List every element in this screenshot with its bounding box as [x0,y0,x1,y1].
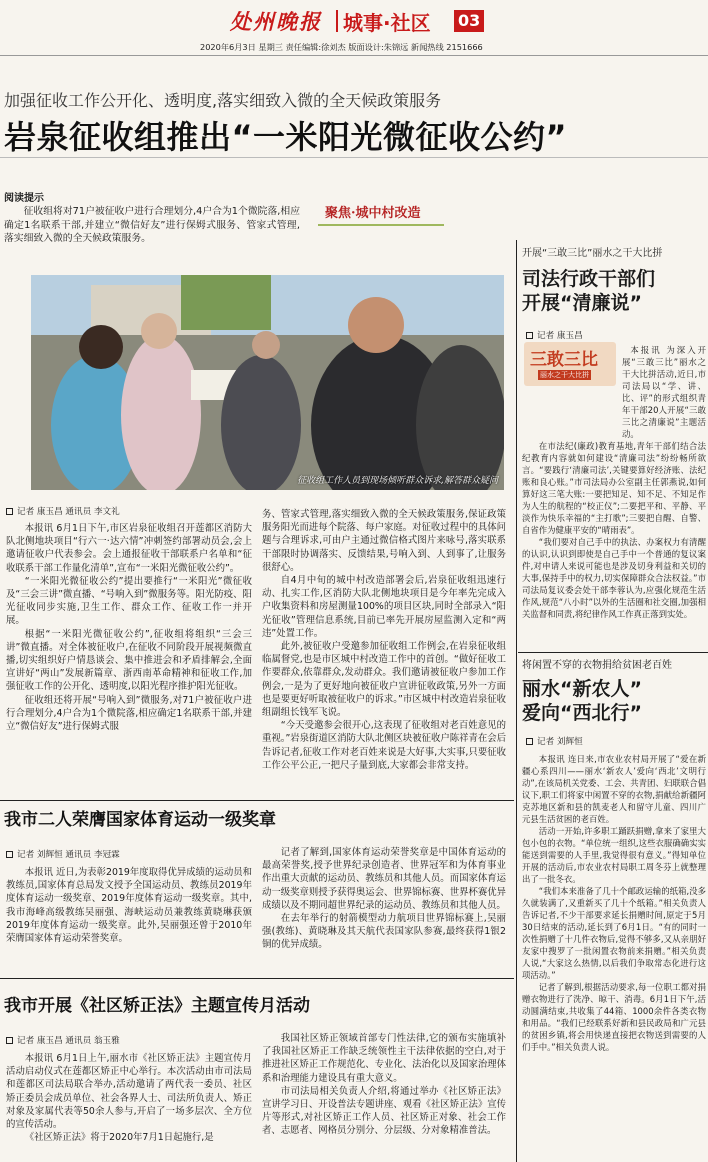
sidebar-top-title1: 司法行政干部们 [522,268,656,290]
masthead-divider [336,10,338,32]
sidebar-bottom-p1: 本报讯 连日来,市农业农村局开展了“爱在新疆心系四川——丽水‘新农人’爱向‘西北’文明行动”,在该局机关党委、工会、共青团、妇联联合倡议下,职工们将家中闲置不穿的衣物,捐献给新疆阿克苏地区新和县的凯麦老人和留守儿童、四川广元县生活贫困的老百姓。 [522,754,706,824]
lead-col1 [6,522,252,733]
lead-photo [31,275,504,490]
sidebar-bottom-p3: “我们本来准备了几十个邮政运输的纸箱,没多久就装满了,又重新买了几十个纸箱。”相关负责人告诉记者,不少干部要求延长捐赠时间,原定于5月30日结束的活动,延长到了6月1日。“有的同时一次性捐赠了十几件衣物后,觉得不够多,又从亲朋好友家中搜罗了一批闲置衣物前来捐赠。”相关负责人说,“大家这么热情,以后我们争取常态化进行这项活动。” [522,886,706,980]
story3-col1-p1: 本报讯 6月1日上午,丽水市《社区矫正法》主题宣传月活动启动仪式在莲都区矫正中心举行。本次活动由市司法局和莲都区司法局联合举办,活动邀请了两代表一委员、社区矫正委员会成员单位、社会各界人士、司法所负责人、矫正对象及家属代表等50余人参与,开启了一场多层次、全方位的宣传活动。 [6,1053,252,1131]
sidebar-top-p3: “我们要对自己手中的执法、办案权力有清醒的认识,认识到即使是自己手中一个普通的复议案件,对申请人来说可能也是涉及切身利益和关切的大事,保持手中的权力,切实保障群众合法权益。”市司法局复议委会处干部李蓉认为,应强化规范生活作风,规范“八小时”以外的生活圈和社交圈,加强相关监督和同责,将纪律作风工作真正落到实处。 [522,537,706,619]
sidebar-top-body [522,344,706,620]
summary-text: 征收组将对71户被征收户进行合理划分,4户合为1个微院落,相应确定1名联系干部,并建立“微信好友”进行保姆式服务、管家式管理,落实细致入微的全天候政策服务。 [4,206,300,245]
photo-caption: 征收组工作人员到现场倾听群众诉求,解答群众疑问 [297,476,498,486]
story2-col1 [6,866,252,945]
sidebar-bottom [522,656,706,1053]
story2-byline-text: 记者 刘辉恒 通讯员 李冠霖 [17,850,120,860]
sidebar-bottom-byline-text: 记者 刘辉恒 [537,737,583,747]
sidebar-bottom-byline [522,735,706,747]
sidebar-bottom-title2: 爱向“西北行” [522,702,642,724]
lead-col2-p4: “今天受邀参会很开心,这表现了征收组对老百姓意见的重视。”岩泉街道区消防大队北侧区块被征收户陈祥青在会后告诉记者,征收工作对老百姓来说是大好事,大实事,只要征收工作公平公正,一把尺子量到底,大家都会非常支持。 [262,720,506,771]
story3-col1 [6,1052,252,1144]
lead-title: 岩泉征收组推出“一米阳光微征收公约” [4,118,568,156]
sidebar-top-kicker: 开展“三敢三比”丽水之干大比拼 [522,248,663,259]
story3-rule [0,978,514,979]
logo-text: 三敢三比 [530,350,598,370]
masthead-section: 城事·社区 [343,11,431,35]
summary-label: 阅读提示 [4,193,44,204]
sidebar-bottom-title1: 丽水“新农人” [522,678,642,700]
sidebar-bottom-p2: 活动一开始,许多职工踊跃捐赠,拿来了家里大包小包的衣物。“单位统一组织,这些衣服确确实实能送到需要的人手里,我觉得很有意义。”得知单位开展的活动后,市农业农村局职工周冬芬上就整理出了一批冬衣。 [522,826,706,884]
story3-col1-p2: 《社区矫正法》将于2020年7月1日起施行,是 [24,1132,214,1144]
sidebar-top-p1: 本报讯 为深入开展“三敢三比”丽水之干大比拼活动,近日,市司法局以“学、讲、比、评”的形式组织青年干部20人开展“三敢三比之清廉说”主题活动。 [622,345,706,439]
logo-sub: 丽水之干大比拼 [540,371,589,379]
lead-col1-p1: 本报讯 6月1日下午,市区岩泉征收组召开莲都区消防大队北侧地块项目“行六一·达六情”冲刺签约部署动员会,会上邀请征收户代表参会。会上通报征收干部联系户名单和“征收联系干部工作量化清单”,宣布“一米阳光微征收公约”。 [6,523,252,574]
story2-rule [0,800,514,801]
lead-subtitle: 加强征收工作公开化、透明度,落实细致入微的全天候政策服务 [4,91,442,110]
sidebar-top-title2: 开展“清廉说” [522,292,642,314]
headline-rule [0,157,708,158]
masthead-logo: 处州晚报 [230,9,322,34]
lead-col2-p1: 务、管家式管理,落实细致入微的全天候政策服务,保证政策服务阳光而进每个院落、每户家庭。对征收过程中的具体问题与合理诉求,可由户主通过微信格式图片来咏号,落实联系干部限时协调落实、反馈结果,号响入到、人到事了,让服务很舒心。 [262,509,506,573]
page-number-badge: 03 [454,10,484,32]
story2-col1-p1: 本报讯 近日,为表彰2019年度取得优异成绩的运动员和教练员,国家体育总局发文授予全国运动员、教练员2019年度体育运动一级奖章、2019年度体育运动一级奖章。其中,我市海峰高级教练吴丽强、海峡运动员兼教练黄晓琳获颁2019年度体育运动一级奖章。此外,吴丽强还曾于2010年荣膺国家体育运动荣誉奖章。 [6,867,252,945]
lead-byline [6,505,120,517]
sidebar-bottom-kicker: 将闲置不穿的衣物捐给贫困老百姓 [522,660,672,671]
story3-col2-p1: 我国社区矫正领域首部专门性法律,它的颁布实施填补了我国社区矫正工作缺乏统领性主干法律依据的空白,对于推进社区矫正工作规范化、专业化、法治化以及国家治理体系和治理能力建设具有重大意义。 [262,1033,506,1084]
lead-byline-text: 记者 康玉昌 通讯员 李文礼 [17,507,120,517]
sidebar-bottom-p4: 记者了解到,根据活动要求,每一位职工都对捐赠衣物进行了洗净、晾干、消毒。6月1日下午,活动圆满结束,共收集了44箱、1000余件各类衣物和用品。“我们已经联系好新和县民政局和广元县的贫困乡镇,将会用快递直接把衣物送到需要的人们手中。”相关负责人说。 [522,982,706,1052]
focus-ornament [318,224,444,226]
story3-col2 [262,1032,506,1138]
sidebar-bottom-body [522,753,706,1053]
lead-col2 [262,508,506,772]
story3-title: 我市开展《社区矫正法》主题宣传月活动 [4,996,310,1016]
sidebar-top-p2: 在市法纪(廉政)教育基地,青年干部们结合法纪教育内容就如何建设“清廉司法”纷纷畅所欲言。“要践行‘清廉司法’,关键要算好经济账、法纪账和良心账。”市司法局办公室副主任郭燕说,如何算好这三笔大账:一要把知足、知不足、不知足作为人生的航程的“校正仪”;二要把平和、平静、平淡作为快乐幸福的“主打歌”;三要把自醒、自警、自省作为健康平安的“晴雨表”。 [522,441,706,535]
story2-col2-p2: 在去年举行的射箭模型动力航项目世界锦标赛上,吴丽强(教练)、黄晓琳及其天航代表国家队参赛,最终获得1银2铜的优异成绩。 [262,913,506,951]
story2-byline [6,848,120,860]
masthead [0,0,708,58]
masthead-rule [0,55,708,56]
lead-col2-p3: 此外,被征收户受邀参加征收组工作例会,在岩泉征收组临属督党,也是市区城中村改造工作中的首创。“做好征收工作要群众,依靠群众,发动群众。我们邀请被征收户参加工作例会,一是为了更好地向被征收户宣讲征收政策,另外一方面也是要更好听取被征收户的诉求。”市区城中村改造岩泉征收组副组长钱军飞说。 [262,641,506,719]
photo-scene [31,275,504,490]
sidebar-top-byline [522,329,706,341]
sidebar-top [522,244,706,341]
lead-col1-p2: “一米阳光微征收公约”提出要推行“一米阳光”微征收及“三会三讲”微直播、“号响入到”微服务等。阳光防疫、阳光征收同步实施,卫生工作、群众工作、征收工作一并开展。 [6,575,252,627]
masthead-info: 2020年6月3日 星期三 责任编辑:徐刘杰 版面设计:朱锦远 新闻热线 2151666 [200,42,483,52]
story3-col2-p2: 市司法局相关负责人介绍,将通过举办《社区矫正法》宣讲学习日、开设普法专题讲座、观看《社区矫正法》宣传片等形式,对社区矫正工作人员、社区矫正对象、社会工作者、志愿者、网格员分别分、分层级、分对象精准普法。 [262,1085,506,1137]
sidebar-mid-rule [518,652,708,653]
story3-byline [6,1034,120,1046]
sidebar-top-byline-text: 记者 康玉昌 [537,331,583,341]
lead-col1-p4: 征收组还将开展“号响入到”微服务,对71户被征收户进行合理划分,4户合为1个微院落,相应确定1名联系干部,并建立“微信好友”进行保姆式服 [6,694,252,733]
story2-col2 [262,846,506,952]
story2-col2-p1: 记者了解到,国家体育运动荣誉奖章是中国体育运动的最高荣誉奖,授予世界纪录创造者、世界冠军和为体育事业作出重大贡献的运动员、教练员和其他人员。而国家体育运动一级奖章则授予获得奥运会、世界锦标赛、世界杯赛优异成绩以及不期同超世界纪录的运动员、教练员和其他人员。 [262,847,506,911]
sidebar-divider [516,240,517,1162]
lead-col1-p3: 根据“一米阳光微征收公约”,征收组将组织“三会三讲”微直播。对全体被征收户,在征收不同阶段开展视频微直播,切实组织好户情恳谈会、集中推进会和矛盾排解会,全面宣讲好“两山”发展新篇章、浙西南革命精神和征收工作,加强征收工作的公开化、透明度,以阳光程序推护阳光征收。 [6,628,252,693]
lead-col2-p2: 自4月中旬的城中村改造部署会后,岩泉征收组迅速行动、扎实工作,区消防大队北侧地块项目是今年率先完成入户收集资料和房屋测量100%的项目区块,同时全部录入“阳光征收”管理信息系统,目前已率先开展房屋监测入定和“两违”处置工作。 [262,575,506,639]
story3-byline-text: 记者 康玉昌 通讯员 翁玉雅 [17,1036,120,1046]
focus-label: 聚焦·城中村改造 [325,206,421,221]
story2-title: 我市二人荣膺国家体育运动一级奖章 [4,810,276,830]
